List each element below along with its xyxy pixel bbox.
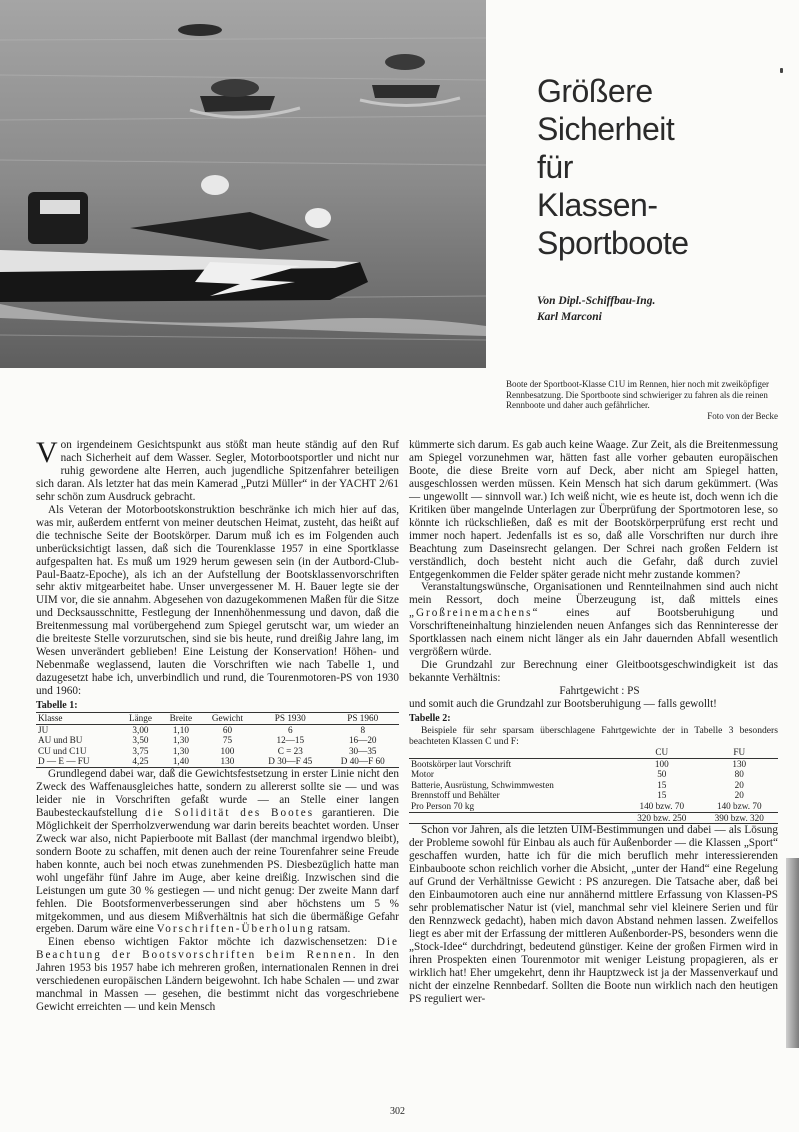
paragraph: Die Grundzahl zur Berechnung einer Gleitbootsgeschwindigkeit ist das bekannte Verhältnis:: [409, 659, 778, 685]
table-header: CU: [623, 747, 700, 758]
paragraph: Veranstaltungswünsche, Organisationen und Rennteilnahmen sind auch nicht mein Ressort, doch meine Überzeugung ist, daß mittels eines „Großreinemachens“ eines auf Bootsberuhigung und Vorschrifteneinhaltung hinzielenden neuen Anfanges sich das Renninteresse der Sportklassen nach einem nicht länger als ein Jahr dauernden Abfall wesentlich vergrößern würde.: [409, 581, 778, 659]
author-line: Karl Marconi: [537, 311, 602, 323]
table-row: Bootskörper laut Vorschrift 100 130: [411, 758, 747, 769]
table-row: D — E — FU 4,25 1,40 130 D 30—F 45 D 40—F 60: [36, 756, 399, 767]
table-header: Breite: [161, 713, 201, 725]
photo-illustration: [0, 0, 486, 368]
title-line: Sicherheit: [537, 111, 675, 147]
page-number: 302: [390, 1106, 405, 1117]
table-row: Batterie, Ausrüstung, Schwimmwesten 15 20: [411, 779, 744, 790]
table-sum-row: 320 bzw. 250 390 bzw. 320: [409, 812, 778, 824]
paragraph: Von irgendeinem Gesichtspunkt aus stößt man heute ständig auf den Ruf nach Sicherheit auf dem Wasser. Segler, Motorbootsportler und nicht nur ruhig gewordene alte Herren, auch jugendliche Spitzenfahrer beteiligen sich daran. Als letzter hat das mein Kamerad „Putzi Müller“ in der YACHT 2/61 sehr schön zum Ausdruck gebracht.: [36, 436, 399, 503]
paragraph: und somit auch die Grundzahl zur Bootsberuhigung — falls gewollt!: [409, 698, 717, 711]
table-header: Klasse: [36, 713, 120, 725]
paragraph: Als Veteran der Motorbootskonstruktion beschränke ich mich hier auf das, was mir, außerdem entfernt von meiner deutschen Heimat, zusteht, das heißt auf die technische Seite der Bootskörper. Darum muß ich es im Folgenden auch unberücksichtigt lassen, daß sich die Tourenklasse 1957 in eine Sportklasse aufgespalten hat. Es muß um 1929 herum gewesen sein (in der Autbord-Club-Paul-Baatz-Epoche), als ich an der Aufstellung der Bootsklassenvorschriften sehr aktiv mitgearbeitet habe. Unser unvergessener M. H. Bauer legte sie der UIM vor, die sie annahm. Abgesehen von dazugekommenen Maßen für die Sitze und Decksausschnitte, Festlegung der Innenhöhenmessung und davon, daß die Breitenmessung mal vorübergehend zum Spiegel gerutscht war, um wieder an die breiteste Stelle vorzurutschen, sind sie bis heute, rund dreißig Jahre lang, im Wesen unverändert geblieben! Eine Leistung der Konservation! Höhen- und Nebenmaße weglassend, lauten die Vorschriften wie nach Tabelle 1, und dazugesetzt habe ich, unverbindlich und rund, die Tourenmotoren-PS von 1930 und 1960:: [36, 503, 399, 698]
author-line: Von Dipl.-Schiffbau-Ing.: [537, 295, 656, 307]
table-header: PS 1960: [326, 713, 399, 725]
table-header: Länge: [120, 713, 161, 725]
margin-mark: [780, 68, 783, 73]
column-left: [36, 436, 399, 1014]
formula: Fahrtgewicht : PS: [559, 685, 640, 698]
drop-cap: V: [36, 436, 58, 469]
table-row: Brennstoff und Behälter 15 20: [411, 790, 744, 801]
title-line: Klassen-: [537, 187, 658, 223]
table-2: [409, 747, 778, 824]
title-line: Größere: [537, 73, 653, 109]
title-line: Sportboote: [537, 225, 689, 261]
photo-credit: Foto von der Becke: [707, 410, 778, 421]
caption-text: Boote der Sportboot-Klasse C1U im Rennen, hier noch mit zweiköpfiger Rennbesatzung. Die Sportboote sind schwieriger zu fahren als die reinen Rennboote und daher auch gefährlicher.: [506, 379, 769, 410]
table2-note: Beispiele für sehr sparsam überschlagene Fahrtgewichte der in Tabelle 3 besonders beachteten Klassen C und F:: [409, 725, 778, 748]
adjacent-page-edge: [786, 858, 799, 1048]
table-row: JU 3,00 1,10 60 6 8: [38, 724, 366, 735]
table1-label: Tabelle 1:: [36, 700, 78, 712]
title-line: für: [537, 149, 573, 185]
table-header: PS 1930: [254, 713, 326, 725]
table-row: CU und C1U 3,75 1,30 100 C = 23 30—35: [38, 745, 377, 756]
table2-label: Tabelle 2:: [409, 713, 451, 725]
author-byline: [537, 293, 777, 325]
paragraph: Einen ebenso wichtigen Faktor möchte ich dazwischensetzen: Die Beachtung der Bootsvorschriften beim Rennen. In den Jahren 1953 bis 1957 habe ich mehreren großen, internationalen Rennen in drei verschiedenen europäischen Ländern beigewohnt. Ich habe Schalen — und zwar manchmal in Massen — gesehen, die bestimmt nicht das vorgeschriebene Gewicht erreichten — und kein Mensch: [36, 936, 399, 1014]
table-row: Motor 50 80: [411, 769, 744, 780]
table-row: Pro Person 70 kg 140 bzw. 70 140 bzw. 70: [411, 800, 762, 811]
table-header: [409, 747, 623, 758]
table-header: FU: [701, 747, 778, 758]
article-title: [537, 72, 777, 262]
photo-caption: [506, 379, 778, 421]
column-right: [409, 439, 778, 1006]
paragraph: Grundlegend dabei war, daß die Gewichtsfestsetzung in erster Linie nicht den Zweck des Waffenausgleiches hatte, sondern zu allererst sollte sie — und was leider nie in Vorschriften gefaßt wurde — an Stelle einer langen Baubesteckaufstellung die Solidität des Bootes garantieren. Die Möglichkeit der Sperrholzverwendung war darin bereits beachtet worden. Unser Zweck war also, nicht Papierboote mit Ballast (der manchmal irgendwo bleibt), sondern Boote zu schaffen, mit denen auch der reine Tourenfahrer seine Freude haben konnte, auch bei noch etwas zunehmenden PS. Diesbezüglich hatte man wohl ungefähr fünf Jahre im Auge, aber keine dreißig. Inzwischen sind die Leistungen um gute 30 % gestiegen — und nicht genug: Der zweite Mann darf fehlen. Die Bootsformenverbesserungen sind aber höchstens um 5 % mitgekommen, und aus diesem Mißverhältnis hat sich die übermäßige Gefahr ergeben. Darum wäre eine Vorschriften-Überholung ratsam.: [36, 768, 399, 936]
table-1: [36, 712, 399, 768]
racing-boats-photo: [0, 0, 486, 368]
paragraph: kümmerte sich darum. Es gab auch keine Waage. Zur Zeit, als die Breitenmessung am Spiegel vorzunehmen war, hätten fast alle vorher gebauten europäischen Boote, die diese Breite vorn auf Deck, aber nicht am Spiegel hatten, ausgeschlossen werden müssen. Kein Mensch hat sich darum gekümmert. (Was — ungewollt — sinnvoll war.) Ich weiß nicht, wie es heute ist, doch wenn ich die Kritiken über mangelnde Unterlagen zur Überprüfung der Sportmotoren lese, so könnte ich rückschließen, daß es mit der Bootskörperprüfung erst recht und immer noch hapert. Jedenfalls ist es so, daß alle Vorschriften nur durch ihre Beachtung zum Daseinsrecht gelangen. Der Schrei nach großen Feldern ist verständlich, doch besteht nicht auch die Gefahr, daß durch zuviel Entgegenkommen die Felder später gerade nicht mehr zustande kommen?: [409, 439, 778, 581]
table-header: Gewicht: [201, 713, 254, 725]
table-row: AU und BU 3,50 1,30 75 12—15 16—20: [38, 735, 377, 746]
paragraph: Schon vor Jahren, als die letzten UIM-Bestimmungen und dabei — als Lösung der Probleme sowohl für Einbau als auch für Außenborder — die Klassen „Sport“ geschaffen wurden, hatte ich für die mich beruflich mehr interessierenden Einbauboote schon reichlich vorher die Absicht, „unter der Hand“ eine Regelung auf Grund der Verhältnisse Gewicht : PS anzuregen. Die Tatsache aber, daß bei den Einbaumotoren auch eine nur annähernd mittlere Erfassung von Klassen-PS sehr problematischer Natur ist (viel, manchmal sehr viel kleinere Serien und für den Rennzweck gedacht), haben mich davon Abstand nehmen lassen. Zweifellos liegt es aber mit der Erfassung der mittleren Außenborder-PS, besonders wenn die „Stock-Idee“ durchdringt, bedeutend günstiger. Keine der großen Firmen wird in ihren Prospekten einen Tourenmotor mit weniger Leistung propagieren, als er wirklich hat! Eher umgekehrt, denn ihr Hauptzweck ist ja der Massenverkauf und nicht der einzelne Rennbedarf. Sollten die Boote nun wirklich nach den heutigen PS reguliert wer-: [409, 824, 778, 1005]
